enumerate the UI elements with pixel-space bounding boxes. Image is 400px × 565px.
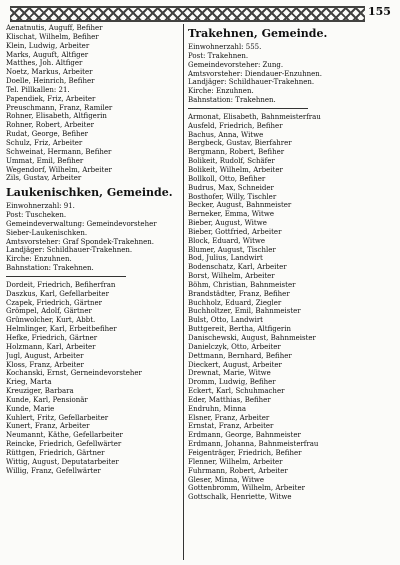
left-section-info — [6, 202, 178, 273]
resident-entry: Bachus, Anna, Witwe — [188, 130, 264, 139]
resident-entry: Daszkus, Karl, Gefellarbeiter — [6, 289, 109, 298]
resident-entry: Reincke, Friedrich, Gefellwärter — [6, 440, 122, 449]
resident-entry: Gottenbromm, Wilhelm, Arbeiter — [188, 484, 305, 493]
municipality-info-line: Bahnstation: Trakehnen. — [188, 96, 276, 105]
left-top-list — [6, 24, 178, 183]
resident-entry: Budrus, Max, Schneider — [188, 183, 274, 192]
municipality-info-line: Bahnstation: Trakehnen. — [6, 264, 94, 273]
resident-entry: Fuhrmann, Robert, Arbeiter — [188, 466, 288, 475]
resident-entry: Bieber, Gottfried, Arbeiter — [188, 227, 282, 236]
resident-entry: Buchholtzer, Emil, Bahnmeister — [188, 307, 301, 316]
municipality-info-line: Kirche: Enzuhnen. — [188, 87, 254, 96]
resident-entry: Bosthofer, Willy, Tischler — [188, 192, 277, 201]
resident-entry: Dordeit, Friedrich, Befiherfran — [6, 280, 116, 289]
resident-entry: Jugl, August, Arbeiter — [6, 351, 84, 360]
resident-entry: Schulz, Friz, Arbeiter — [6, 138, 83, 147]
resident-entry: Kunde, Karl, Pensionär — [6, 395, 88, 404]
resident-entry: Block, Eduard, Witwe — [188, 236, 266, 245]
left-resident-list — [6, 281, 178, 476]
resident-entry: Krieg, Marta — [6, 378, 52, 387]
resident-entry: Doelle, Heinrich, Befiher — [6, 77, 95, 86]
resident-entry: Willig, Franz, Gefellwärter — [6, 466, 101, 475]
resident-entry: Wegendorf, Wilhelm, Arbeiter — [6, 165, 112, 174]
resident-entry: Endruhn, Minna — [188, 404, 247, 413]
resident-entry: Dieckert, August, Arbeiter — [188, 360, 282, 369]
resident-entry: Schweinat, Hermann, Befiher — [6, 147, 112, 156]
page-number: 155 — [368, 5, 391, 18]
resident-entry: Klischat, Wilhelm, Befiher — [6, 32, 99, 41]
resident-entry: Eder, Matthias, Befiher — [188, 395, 271, 404]
municipality-info-line: Amtsvorsteher: Graf Spondek-Trakehnen. — [6, 237, 154, 246]
right-divider — [188, 108, 308, 109]
resident-entry: Berneker, Emma, Witwe — [188, 210, 274, 219]
municipality-info-line: Sieber-Laukenischken. — [6, 228, 88, 237]
resident-entry: Kuhlert, Fritz, Gefellarbeiter — [6, 413, 109, 422]
resident-entry: Blumer, August, Tischler — [188, 245, 276, 254]
resident-entry: Marks, Auguft, Altfiger — [6, 50, 89, 59]
municipality-info-line: Einwohnerzahl: 555. — [188, 43, 262, 51]
resident-entry: Papendiek, Friz, Arbeiter — [6, 94, 96, 103]
resident-entry: Bulst, Otto, Landwirt — [188, 316, 263, 325]
right-column — [188, 24, 360, 502]
resident-entry: Grömpel, Adolf, Gärtner — [6, 307, 92, 316]
header-ornament — [10, 6, 365, 22]
resident-entry: Matthes, Joh. Altfiger — [6, 59, 83, 68]
resident-entry: Wittig, August, Deputatarbeiter — [6, 457, 119, 466]
resident-entry: Dromm, Ludwig, Befiher — [188, 378, 276, 387]
resident-entry: Aenatnutis, Auguff, Befiher — [6, 24, 103, 32]
resident-entry: Elsner, Franz, Arbeiter — [188, 413, 270, 422]
resident-entry: Helmlinger, Karl, Erbeitbefiher — [6, 325, 117, 334]
resident-entry: Danielczyk, Otto, Arbeiter — [188, 342, 281, 351]
left-section-heading: Laukenischken, Gemeinde. — [6, 186, 173, 200]
municipality-info-line: Amtsvorsteher: Diendauer-Enzuhnen. — [188, 69, 322, 78]
resident-entry: Rudat, George, Befiher — [6, 130, 89, 139]
resident-entry: Ummat, Emil, Befiher — [6, 156, 84, 165]
municipality-info-line: Kirche: Enzuhnen. — [6, 255, 72, 264]
municipality-info-line: Einwohnerzahl: 91. — [6, 202, 75, 211]
resident-entry: Preuschmann, Franz, Ramiler — [6, 103, 113, 112]
resident-entry: Danischewski, August, Bahnmeister — [188, 334, 316, 342]
resident-entry: Gleser, Minna, Witwe — [188, 475, 265, 484]
resident-entry: Buchholz, Eduard, Ziegler — [188, 298, 282, 307]
municipality-info-line: Gemeindevorsteher: Zung. — [188, 60, 284, 69]
resident-entry: Kunert, Franz, Arbeiter — [6, 422, 90, 431]
municipality-info-line: Landjäger: Schildhauer-Trakehnen. — [188, 78, 315, 87]
resident-entry: Erdmann, Johanna, Bahnmeisterfrau — [188, 440, 319, 449]
resident-entry: Rohner, Robert, Arbeiter — [6, 121, 94, 130]
resident-entry: Bod, Julius, Landwirt — [188, 254, 263, 263]
resident-entry: Rohner, Elisabeth, Altfigerin — [6, 112, 107, 121]
resident-entry: Ernstat, Franz, Arbeiter — [188, 422, 274, 431]
resident-entry: Buttgereit, Bertha, Altfigerin — [188, 325, 291, 334]
right-section-info — [188, 43, 360, 105]
municipality-info-line: Post: Trakehnen. — [188, 51, 249, 60]
resident-entry: Holzmann, Karl, Arbeiter — [6, 342, 96, 351]
resident-entry: Armonat, Elisabeth, Bahnmeisterfrau — [188, 112, 321, 121]
resident-entry: Kloss, Franz, Arbeiter — [6, 360, 84, 369]
left-divider — [6, 276, 126, 277]
resident-entry: Bodenschatz, Karl, Arbeiter — [188, 263, 287, 272]
resident-entry: Bolikeit, Wilhelm, Arbeiter — [188, 165, 283, 174]
resident-entry: Czapek, Friedrich, Gärtner — [6, 298, 102, 307]
right-resident-list — [188, 113, 360, 502]
right-section-heading: Trakehnen, Gemeinde. — [188, 27, 328, 40]
resident-entry: Bergmann, Robert, Befiher — [188, 148, 285, 157]
municipality-info-line: Landjäger: Schildhauer-Trakehnen. — [6, 246, 133, 255]
resident-entry: Hefke, Friedrich, Gärtner — [6, 334, 98, 342]
resident-entry: Eckert, Karl, Schuhmacher — [188, 387, 285, 396]
resident-entry: Drewnat, Marie, Witwe — [188, 369, 271, 378]
resident-entry: Kreuziger, Barbara — [6, 387, 74, 396]
column-divider — [183, 24, 184, 560]
municipality-info-line: Post: Tuscheken. — [6, 211, 67, 220]
resident-entry: Klein, Ludwig, Arbeiter — [6, 41, 90, 50]
resident-entry: Bolikeit, Rudolf, Schäfer — [188, 157, 275, 166]
resident-entry: Grünwolcher, Kurt, Abbt. — [6, 316, 96, 325]
resident-entry: Erdmann, George, Bahnmeister — [188, 431, 301, 440]
resident-entry: Dettmann, Bernhard, Befiher — [188, 351, 292, 360]
resident-entry: Neumannt, Käthe, Gefellarbeiter — [6, 431, 123, 440]
resident-entry: Borst, Wilhelm, Arbeiter — [188, 272, 275, 281]
resident-entry: Rüttgen, Friedrich, Gärtner — [6, 448, 105, 457]
resident-entry: Flenner, Wilhelm, Arbeiter — [188, 457, 283, 466]
resident-entry: Feigenträger, Friedrich, Befiher — [188, 448, 302, 457]
resident-entry: Bollkoll, Otto, Befiher — [188, 174, 266, 183]
resident-entry: Zils, Gustav, Arbeiter — [6, 174, 82, 183]
resident-entry: Bieber, August, Witwe — [188, 219, 267, 228]
resident-entry: Becker, August, Bahnmeister — [188, 201, 292, 210]
municipality-info-line: Gemeindeverwaltung: Gemeindevorsteher — [6, 219, 157, 228]
resident-entry: Ausfeld, Friedrich, Befiher — [188, 121, 283, 130]
resident-entry: Böhm, Christian, Bahnmeister — [188, 280, 296, 289]
resident-entry: Kunde, Marie — [6, 404, 55, 413]
left-column — [6, 24, 178, 476]
resident-entry: Brandstädter, Franz, Befiher — [188, 289, 290, 298]
resident-entry: Tel. Pillkallen: 21. — [6, 85, 70, 94]
resident-entry: Gottschalk, Henriette, Witwe — [188, 493, 292, 502]
resident-entry: Kochanski, Ernst, Gerneindevorsteher — [6, 369, 142, 378]
resident-entry: Bergbeck, Gustav, Bierfahrer — [188, 139, 292, 148]
resident-entry: Noetz, Markus, Arbeiter — [6, 68, 93, 77]
